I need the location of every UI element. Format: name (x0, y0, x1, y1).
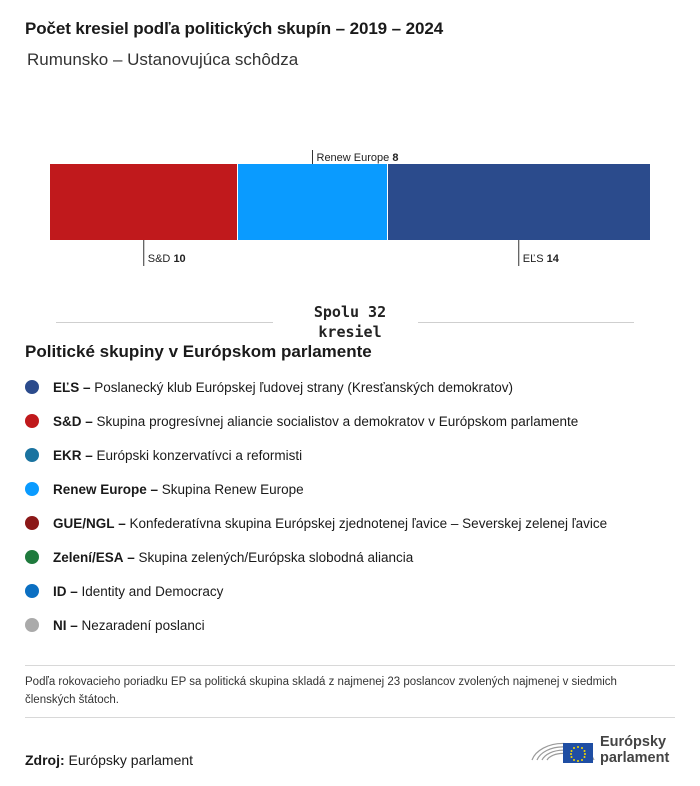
legend-abbr: NI (53, 617, 67, 633)
legend (25, 370, 607, 642)
total-divider-left (56, 322, 273, 323)
legend-abbr: Renew Europe (53, 481, 147, 497)
legend-name: Európski konzervatívci a reformisti (96, 447, 303, 463)
logo-wordmark: Európsky parlament (600, 734, 670, 766)
legend-item: GUE/NGL – Konfederatívna skupina Európskej zjednotenej ľavice – Severskej zelenej ľavice (25, 506, 607, 540)
legend-item: EKR – Európski konzervatívci a reformisti (25, 438, 607, 472)
legend-item: EĽS – Poslanecký klub Európskej ľudovej strany (Kresťanských demokratov) (25, 370, 607, 404)
total-divider-right (418, 322, 634, 323)
legend-abbr: EKR (53, 447, 82, 463)
chart-subtitle: Rumunsko – Ustanovujúca schôdza (27, 50, 299, 69)
legend-color-dot (25, 482, 39, 496)
legend-title: Politické skupiny v Európskom parlamente (25, 342, 372, 361)
data-label-renew-europe: Renew Europe 8 (316, 152, 399, 164)
legend-abbr: S&D (53, 413, 82, 429)
legend-color-dot (25, 414, 39, 428)
legend-color-dot (25, 448, 39, 462)
legend-color-dot (25, 618, 39, 632)
legend-name: Skupina Renew Europe (161, 481, 304, 497)
stacked-bar-chart (0, 140, 700, 280)
divider (25, 665, 675, 666)
legend-item: NI – Nezaradení poslanci (25, 608, 607, 642)
total-seats-label: Spolu 32 kresiel (313, 303, 387, 341)
source-value: Európsky parlament (68, 752, 194, 768)
legend-item: Zelení/ESA – Skupina zelených/Európska slobodná aliancia (25, 540, 607, 574)
legend-name: Skupina progresívnej aliancie socialistov a demokratov v Európskom parlamente (96, 413, 579, 429)
legend-abbr: Zelení/ESA (53, 549, 124, 565)
chart-title: Počet kresiel podľa politických skupín – 2019 – 2024 (25, 19, 444, 38)
legend-name: Identity and Democracy (81, 583, 224, 599)
data-label-s-d: S&D 10 (147, 253, 186, 265)
legend-abbr: GUE/NGL (53, 515, 115, 531)
data-label-e-s: EĽS 14 (522, 253, 559, 265)
source-line (25, 752, 193, 768)
legend-name: Konfederatívna skupina Európskej zjednotenej ľavice – Severskej zelenej ľavice (129, 515, 608, 531)
legend-color-dot (25, 516, 39, 530)
legend-color-dot (25, 584, 39, 598)
legend-name: Skupina zelených/Európska slobodná aliancia (138, 549, 414, 565)
legend-abbr: ID (53, 583, 67, 599)
legend-name: Nezaradení poslanci (81, 617, 205, 633)
legend-color-dot (25, 380, 39, 394)
legend-abbr: EĽS (53, 379, 80, 395)
legend-item: ID – Identity and Democracy (25, 574, 607, 608)
legend-item: S&D – Skupina progresívnej aliancie socialistov a demokratov v Európskom parlamente (25, 404, 607, 438)
legend-color-dot (25, 550, 39, 564)
bar-renew-europe (238, 164, 388, 240)
footnote: Podľa rokovacieho poriadku EP sa politická skupina skladá z najmenej 23 poslancov zvolených najmenej v siedmich členských štátoch. (25, 676, 617, 706)
bar-s-d (50, 164, 238, 240)
legend-item: Renew Europe – Skupina Renew Europe (25, 472, 607, 506)
legend-name: Poslanecký klub Európskej ľudovej strany (Kresťanských demokratov) (94, 379, 513, 395)
divider (25, 717, 675, 718)
bar-e-s (388, 164, 651, 240)
source-label: Zdroj: (25, 752, 65, 768)
